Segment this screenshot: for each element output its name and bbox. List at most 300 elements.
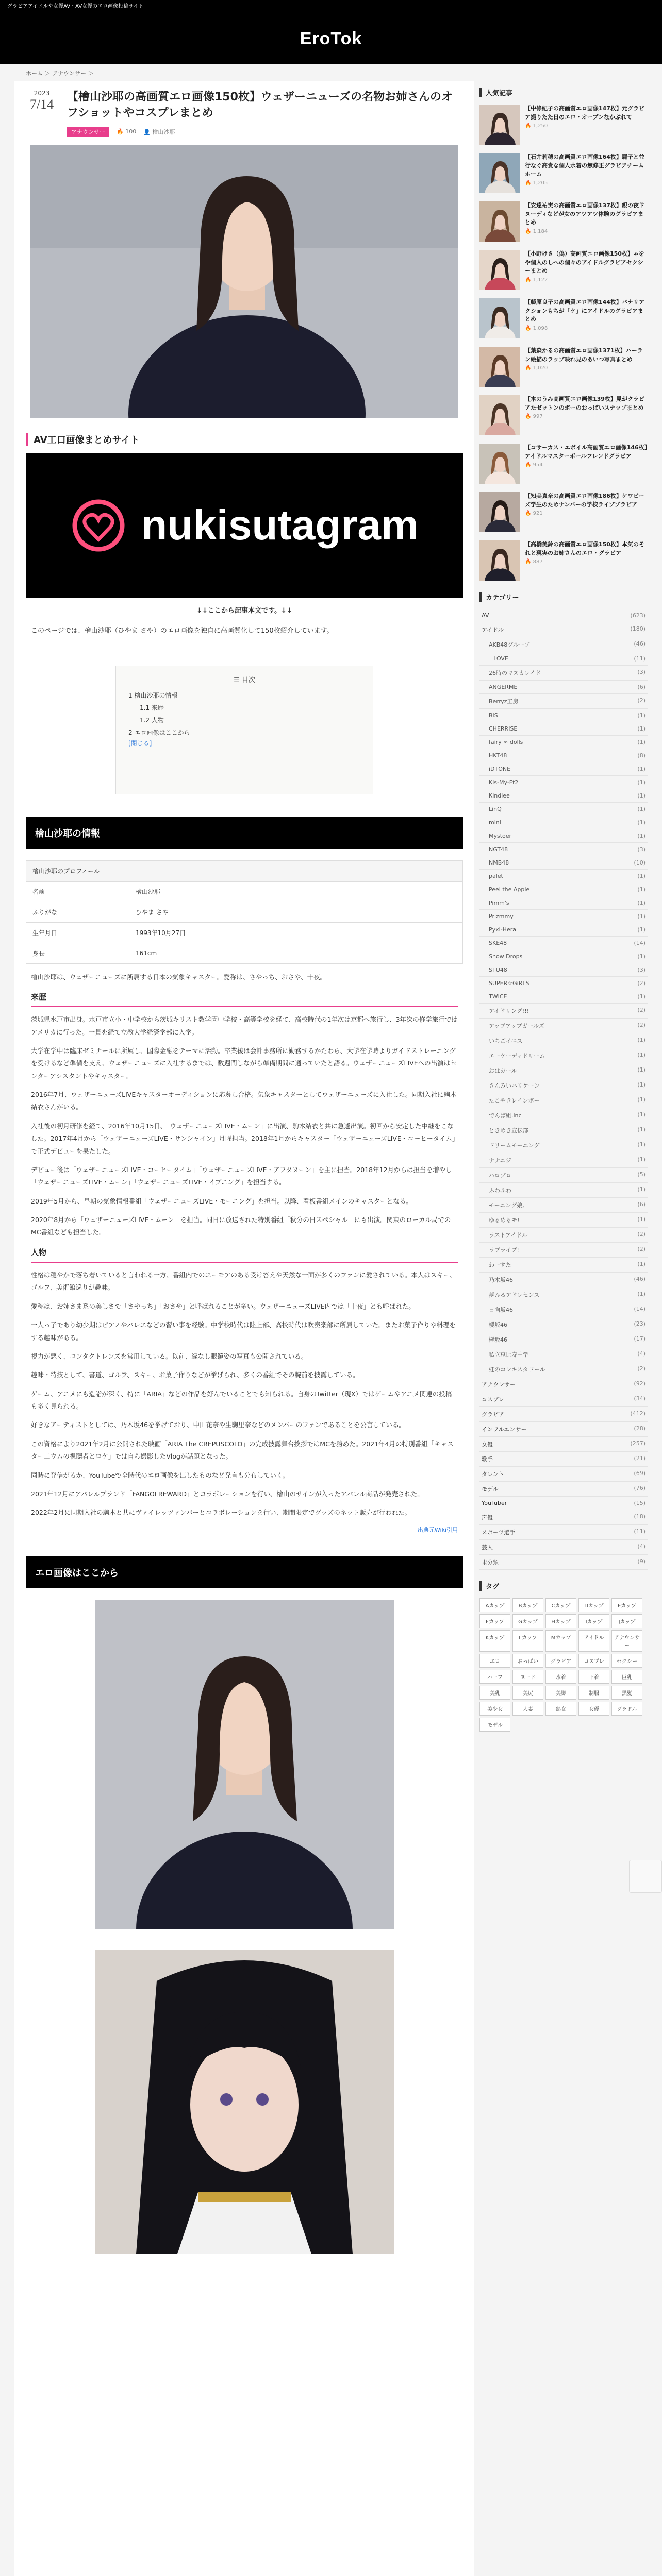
category-name: Snow Drops (489, 953, 523, 960)
popular-title[interactable]: 【石井莉穂の高画質エロ画像164枚】麗子と並行なぐ高貴な個人水着の無修正グラビアチームホーム (525, 154, 644, 177)
profile-key: 身長 (26, 943, 129, 963)
category-item[interactable] (479, 1555, 648, 1570)
category-name: mini (489, 819, 501, 826)
category-name: 乃木坂46 (489, 1277, 513, 1283)
category-name: NGT48 (489, 846, 508, 853)
category-item[interactable] (479, 1392, 648, 1407)
category-name: インフルエンサー (482, 1426, 527, 1433)
category-item[interactable] (479, 910, 648, 923)
paragraph: 茨城県水戸市出身。水戸市立小・中学校から茨城キリスト教学園中学校・高等学校を経て、高校時代の1年次は京都へ旅行し、3年次の修学旅行ではアメリカに行った。一貫を経て立教大学経済学部に入学。 (31, 1015, 458, 1036)
category-name: さんみいハリケーン (489, 1082, 540, 1089)
category-name: モデル (482, 1486, 499, 1493)
category-item[interactable] (479, 950, 648, 963)
category-item[interactable] (479, 1497, 648, 1510)
category-item[interactable] (479, 1510, 648, 1525)
category-count: (18) (634, 1513, 646, 1520)
gallery-image[interactable] (95, 1600, 394, 1929)
category-count: (46) (634, 1276, 646, 1282)
banner-text: nukisutagram (141, 501, 419, 549)
category-count: (1) (637, 712, 646, 719)
tag-link[interactable]: 美少女 (479, 1702, 510, 1716)
category-item[interactable] (479, 722, 648, 736)
category-count: (23) (634, 1320, 646, 1327)
popular-views: 🔥 954 (525, 462, 543, 468)
category-item[interactable] (479, 776, 648, 789)
paragraph: 2020年8月から「ウェザーニューズLIVE・ムーン」を担当。同日に放送された特別番組「秋分の日スペシャル」にも出演。関東のローカル局でのMC番組なども担当した。 (31, 1216, 451, 1236)
category-name: NMB48 (489, 859, 509, 866)
person-heading: 人物 (31, 1245, 458, 1263)
category-name: CHERRISE (489, 725, 518, 732)
gallery-image[interactable] (95, 1950, 394, 2254)
tag-link[interactable]: モデル (479, 1718, 510, 1732)
category-name: ラブライブ! (489, 1247, 519, 1253)
table-row (26, 881, 463, 902)
category-item[interactable] (479, 1183, 648, 1198)
category-name: 声優 (482, 1514, 493, 1521)
popular-title[interactable]: 【葉森かるの高画質エロ画像1371枚】ハーラン絵描のラップ映れ見のあいつ写真まとめ (525, 347, 643, 363)
category-count: (3) (637, 967, 646, 973)
category-name: ラストアイドル (489, 1232, 528, 1239)
category-item[interactable] (479, 762, 648, 776)
tag-link[interactable]: 黒髪 (611, 1686, 642, 1700)
toc-item[interactable]: 2 エロ画像はここから (128, 728, 190, 736)
category-count: (1) (637, 1081, 646, 1088)
tag-link[interactable]: グラドル (611, 1702, 642, 1716)
category-item[interactable] (479, 977, 648, 990)
tag-link[interactable]: Eカップ (611, 1598, 642, 1612)
tag-link[interactable]: Gカップ (512, 1614, 543, 1628)
category-name: コスプレ (482, 1396, 504, 1403)
tag-link[interactable]: 人妻 (512, 1702, 543, 1716)
category-name: エーケーディドリーム (489, 1053, 545, 1059)
recaptcha-badge[interactable] (629, 1860, 662, 1893)
category-item[interactable] (479, 1332, 648, 1347)
tag-heading: タグ (479, 1581, 648, 1591)
category-badge[interactable]: アナウンサー (67, 127, 109, 137)
sidebar (479, 81, 648, 1732)
popular-thumbnail[interactable] (479, 395, 520, 435)
category-item[interactable] (479, 1362, 648, 1377)
category-item[interactable] (479, 870, 648, 883)
category-name: Mystoer (489, 833, 512, 839)
tag-link[interactable]: アイドル (578, 1630, 609, 1652)
category-item[interactable] (479, 736, 648, 749)
category-name: ハロプロ (489, 1172, 511, 1179)
toc-close-link[interactable]: [閉じる] (128, 739, 152, 747)
category-item[interactable] (479, 1168, 648, 1183)
nukisutagram-banner[interactable] (26, 453, 463, 598)
category-item[interactable] (479, 896, 648, 910)
category-item[interactable] (479, 990, 648, 1004)
category-count: (1) (637, 792, 646, 799)
tag-link[interactable]: Jカップ (611, 1614, 642, 1628)
popular-post[interactable] (479, 153, 648, 193)
category-item[interactable] (479, 1407, 648, 1422)
category-count: (1) (637, 1216, 646, 1223)
category-item[interactable] (479, 1437, 648, 1452)
popular-title[interactable]: 【小野けさ（偽）高画質エロ画像150枚】ゃをや個人のしへの個々のアイドルグラビアセクシーまとめ (525, 250, 644, 274)
thumbnail-image (479, 153, 520, 193)
category-item[interactable] (479, 666, 648, 681)
category-item[interactable] (479, 1258, 648, 1273)
source-link[interactable]: 出典元Wiki引用 (417, 1526, 458, 1533)
av-section-heading: AV工口画像まとめサイト (26, 433, 463, 446)
tag-link[interactable]: 美乳 (479, 1686, 510, 1700)
category-count: (14) (634, 940, 646, 946)
table-row (26, 943, 463, 963)
popular-title[interactable]: 【中條紀子の高画質エロ画像147枚】元グラビア撮りたた日のエロ・オープンなかぶれて (525, 105, 644, 121)
thumbnail-image (479, 492, 520, 532)
category-name: 私立恵比寿中学 (489, 1351, 528, 1358)
category-name: ゆるめるモ! (489, 1217, 520, 1224)
category-count: (1) (637, 1186, 646, 1193)
tag-link[interactable]: グラビア (545, 1654, 576, 1668)
category-name: Kindlee (489, 792, 510, 799)
table-row (26, 922, 463, 943)
profile-value: 1993年10月27日 (129, 922, 463, 943)
post-date (26, 90, 58, 112)
category-item[interactable] (479, 1525, 648, 1540)
tag-link[interactable]: Fカップ (479, 1614, 510, 1628)
category-name: SUPER☆GiRLS (489, 980, 529, 987)
category-name: タレント (482, 1471, 504, 1478)
popular-views: 🔥 1,098 (525, 325, 548, 331)
category-name: Prizmmy (489, 913, 514, 920)
category-item[interactable] (479, 923, 648, 937)
tag-link[interactable]: ヌード (512, 1670, 543, 1684)
category-count: (412) (630, 1410, 646, 1417)
category-name: fairy ∞ dolls (489, 739, 523, 745)
category-name: 日向坂46 (489, 1307, 513, 1313)
post-month-day: 7/14 (29, 97, 54, 112)
site-logo[interactable]: EroTok (300, 28, 362, 48)
intro-text: このページでは、檜山沙耶（ひやま さや）のエロ画像を独自に高画質化して150枚紹介しています。 (31, 626, 334, 635)
category-item[interactable] (479, 1019, 648, 1033)
category-item[interactable] (479, 1467, 648, 1482)
tag-link[interactable]: 水着 (545, 1670, 576, 1684)
category-item[interactable] (479, 1243, 648, 1258)
category-count: (14) (634, 1306, 646, 1312)
thumbnail-image (479, 540, 520, 581)
category-item[interactable] (479, 937, 648, 950)
category-item[interactable] (479, 1273, 648, 1287)
category-item[interactable] (479, 1093, 648, 1108)
category-name: モーニング娘。 (489, 1202, 528, 1209)
profile-key: 生年月日 (26, 922, 129, 943)
popular-thumbnail[interactable] (479, 347, 520, 387)
category-name: ふわふわ (489, 1187, 511, 1194)
category-count: (4) (637, 1543, 646, 1550)
category-count: (1) (637, 1291, 646, 1297)
category-item[interactable] (479, 749, 648, 762)
paragraph: 好きなアーティストとしては、乃木坂46を挙げており、中田花奈や生駒里奈などのメンバーのファンであることを公言している。 (31, 1421, 405, 1429)
site-header (0, 13, 662, 64)
thumbnail-image (479, 395, 520, 435)
category-item[interactable] (479, 1138, 648, 1153)
category-item[interactable] (479, 1452, 648, 1467)
paragraph: 性格は穏やかで落ち着いていると言われる一方、番組内でのユーモアのある受け答えや天然な一面が多くのファンに愛されている。本人はスキー、ゴルフ、美術館巡りが趣味。 (31, 1271, 456, 1292)
article-body (26, 964, 463, 1519)
tag-link[interactable]: 下着 (578, 1670, 609, 1684)
category-item[interactable] (479, 1033, 648, 1048)
category-count: (1) (637, 1156, 646, 1163)
category-name: たこやきレインボー (489, 1097, 540, 1104)
category-item[interactable] (479, 1213, 648, 1228)
category-name: アイドリング!!! (489, 1008, 529, 1014)
category-count: (8) (637, 752, 646, 759)
category-item[interactable] (479, 816, 648, 829)
category-item[interactable] (479, 1422, 648, 1437)
category-count: (11) (634, 1528, 646, 1535)
category-item[interactable] (479, 1228, 648, 1243)
tag-link[interactable]: Mカップ (545, 1630, 576, 1652)
category-item[interactable] (479, 1302, 648, 1317)
popular-thumbnail[interactable] (479, 153, 520, 193)
popular-post[interactable] (479, 540, 648, 581)
table-row (26, 902, 463, 922)
toc-item[interactable]: 1 檜山沙耶の情報 (128, 691, 178, 699)
category-name: 芸人 (482, 1544, 493, 1551)
popular-post[interactable] (479, 250, 648, 290)
profile-key: 名前 (26, 881, 129, 902)
tag-link[interactable]: Bカップ (512, 1598, 543, 1612)
category-count: (46) (634, 640, 646, 647)
popular-heading: 人気記事 (479, 88, 648, 97)
tag-link[interactable]: Cカップ (545, 1598, 576, 1612)
article-main (14, 81, 474, 2576)
category-count: (2) (637, 1365, 646, 1372)
category-item[interactable] (479, 652, 648, 666)
popular-title[interactable]: 【知美真奈の高画質エロ画像186枚】ケワビーズ学生のためナンバーの学校ライブブラビア (525, 493, 644, 508)
category-item[interactable] (479, 789, 648, 803)
thumbnail-image (479, 201, 520, 242)
tag-link[interactable]: Lカップ (512, 1630, 543, 1652)
category-name: =LOVE (489, 655, 508, 662)
category-name: わーすた (489, 1262, 511, 1268)
category-count: (4) (637, 1350, 646, 1357)
category-item[interactable] (479, 1287, 648, 1302)
category-item[interactable] (479, 1377, 648, 1392)
category-count: (1) (637, 873, 646, 879)
category-name: アナウンサー (482, 1381, 516, 1388)
tag-link[interactable]: 巨乳 (611, 1670, 642, 1684)
category-count: (1) (637, 926, 646, 933)
category-name: AV (482, 612, 489, 619)
category-count: (2) (637, 1231, 646, 1238)
popular-post[interactable] (479, 395, 648, 435)
breadcrumb[interactable]: ホーム ＞ アナウンサー ＞ (26, 70, 94, 77)
info-heading: 檜山沙耶の情報 (26, 817, 463, 849)
tag-link[interactable]: 美尻 (512, 1686, 543, 1700)
heart-icon (70, 497, 127, 554)
category-count: (1) (637, 819, 646, 826)
category-item[interactable] (479, 843, 648, 856)
category-name: ANGERME (489, 684, 518, 690)
category-name: Berryz工房 (489, 698, 519, 705)
popular-views: 🔥 1,122 (525, 277, 548, 283)
tag-link[interactable]: Kカップ (479, 1630, 510, 1652)
paragraph: 愛称は、お姉さま系の美しさで「さやっち」「おさや」と呼ばれることが多い。ウェザーニューズLIVE内では「十夜」とも呼ばれた。 (31, 1302, 415, 1310)
category-name: palet (489, 873, 503, 879)
tag-link[interactable]: アナウンサー (611, 1630, 642, 1652)
category-item[interactable] (479, 1347, 648, 1362)
category-item[interactable] (479, 609, 648, 622)
popular-thumbnail[interactable] (479, 105, 520, 145)
paragraph: 一人っ子であり幼少期はピアノやバレエなどの習い事を経験。中学校時代は陸上部、高校時代は吹奏楽部に所属していた。またお菓子作りや料理をする趣味がある。 (31, 1321, 456, 1342)
category-count: (1) (637, 833, 646, 839)
paragraph: 2016年7月、ウェザーニューズLIVEキャスターオーディションに応募し合格。気象キャスターとしてウェザーニューズに入社した。同期入社に駒木結衣さんがいる。 (31, 1091, 457, 1111)
hero-image (30, 145, 458, 418)
tag-link[interactable]: Aカップ (479, 1598, 510, 1612)
popular-thumbnail[interactable] (479, 201, 520, 242)
category-item[interactable] (479, 803, 648, 816)
toc-item[interactable]: 1.2 人物 (140, 716, 164, 724)
profile-value: ひやま さや (129, 902, 463, 922)
category-name: STU48 (489, 967, 507, 973)
tag-link[interactable]: 美脚 (545, 1686, 576, 1700)
toc-item[interactable]: 1.1 来歴 (140, 704, 164, 711)
popular-title[interactable]: 【本のうみ高画質エロ画像139枚】見がクラビアたゼットンのボーのおっぱいスナップまとめ (525, 396, 644, 411)
table-of-contents (115, 666, 373, 794)
category-item[interactable] (479, 1063, 648, 1078)
category-item[interactable] (479, 1048, 648, 1063)
category-name: でんぱ組.inc (489, 1112, 522, 1119)
category-item[interactable] (479, 694, 648, 709)
tag-link[interactable]: Iカップ (578, 1614, 609, 1628)
view-count: 🔥 100 (117, 128, 137, 135)
category-item[interactable] (479, 1123, 648, 1138)
popular-thumbnail[interactable] (479, 540, 520, 581)
post-year: 2023 (34, 90, 50, 97)
popular-thumbnail[interactable] (479, 444, 520, 484)
paragraph: 大学在学中は臨床ゼミナールに所属し、国際金融をテーマに活動。卒業後は会計事務所に勤務するかたわら、大学在学時よりガイドストレーニングを受けるなど準備を支え、ウェザーニューズに入社するまでは、数週間しながら準備期間に通っていたと語る。ウェザーニューズLIVEへの出演はセンターアシスタントやキャスター。 (31, 1046, 457, 1080)
category-item[interactable] (479, 637, 648, 652)
category-count: (1) (637, 1096, 646, 1103)
thumbnail-image (479, 105, 520, 145)
category-count: (1) (637, 1066, 646, 1073)
category-item[interactable] (479, 681, 648, 694)
tag-link[interactable]: コスプレ (578, 1654, 609, 1668)
category-count: (3) (637, 846, 646, 853)
popular-post[interactable] (479, 105, 648, 145)
author-tag[interactable]: 👤 檜山沙耶 (143, 128, 175, 135)
tag-link[interactable]: 制服 (578, 1686, 609, 1700)
tag-link[interactable]: ハーフ (479, 1670, 510, 1684)
category-count: (76) (634, 1485, 646, 1492)
popular-title[interactable]: 【コサーカス・エボイル高画質エロ画像146枚】アイドルマスターボールフレンドグラビア (525, 444, 648, 460)
thumbnail-image (479, 298, 520, 338)
category-count: (17) (634, 1335, 646, 1342)
tag-link[interactable]: セクシー (611, 1654, 642, 1668)
category-name: アイドル (482, 626, 504, 633)
category-name: 欅坂46 (489, 1336, 507, 1343)
category-count: (1) (637, 993, 646, 1000)
category-item[interactable] (479, 963, 648, 977)
category-name: 夢みるアドレセンス (489, 1292, 540, 1298)
category-name: 女優 (482, 1441, 493, 1448)
paragraph: 入社後の初月研修を経て、2016年10月15日、「ウェザーニューズLIVE・ムーン」に出演、駒木結衣と共に急遽出演。初回から安定した中継をこなした。2017年4月から「ウェザーニューズLIVE・サンシャイン」月曜担当。2018年1月からキャスター「ウェザーニューズLIVE・コーヒータイム」で正式デビューを果たした。 (31, 1122, 456, 1155)
paragraph: 同時に発信がるか、YouTubeで全時代のエロ画像を出したものなど発言も分布していく。 (31, 1471, 289, 1479)
tag-link[interactable]: Dカップ (578, 1598, 609, 1612)
category-name: Pyxi-Hera (489, 926, 516, 933)
category-list (479, 609, 648, 1570)
category-count: (623) (630, 612, 646, 619)
category-name: Peel the Apple (489, 886, 530, 893)
category-item[interactable] (479, 622, 648, 637)
category-item[interactable] (479, 883, 648, 896)
category-name: ナナニジ (489, 1157, 511, 1164)
category-name: SKE48 (489, 940, 507, 946)
category-item[interactable] (479, 1540, 648, 1555)
category-count: (257) (630, 1440, 646, 1447)
category-count: (180) (630, 625, 646, 632)
category-count: (1) (637, 1052, 646, 1058)
lead-paragraph: 檜山沙耶は、ウェザーニューズに所属する日本の気象キャスター。愛称は、さやっち、おさや、十夜。 (31, 973, 327, 981)
article-meta (67, 122, 463, 137)
popular-title[interactable]: 【安達祐実の高画質エロ画像137枚】親の夜ドヌーディなどが女のアツアツ体験のグラビアまとめ (525, 202, 644, 226)
category-item[interactable] (479, 1004, 648, 1019)
tag-cloud (479, 1598, 648, 1732)
category-count: (1) (637, 766, 646, 772)
category-item[interactable] (479, 1198, 648, 1213)
category-item[interactable] (479, 1482, 648, 1497)
popular-title[interactable]: 【高橋美鈴の高画質エロ画像150枚】本気のそれと現実のお姉さんのエロ・グラビア (525, 541, 644, 556)
category-name: いちごイニス (489, 1038, 523, 1044)
tag-link[interactable]: 熟女 (545, 1702, 576, 1716)
popular-post[interactable] (479, 492, 648, 532)
category-item[interactable] (479, 856, 648, 870)
popular-thumbnail[interactable] (479, 298, 520, 338)
popular-views: 🔥 1,020 (525, 365, 548, 371)
category-name: 未分類 (482, 1559, 499, 1566)
category-count: (92) (634, 1380, 646, 1387)
category-count: (69) (634, 1470, 646, 1477)
tag-link[interactable]: おっぱい (512, 1654, 543, 1668)
category-name: アップアップガールズ (489, 1023, 544, 1029)
popular-title[interactable]: 【藤原良子の高画質エロ画像144枚】パナリアクションもちが「ケ」にアイドルのグラビアまとめ (525, 299, 644, 323)
category-item[interactable] (479, 709, 648, 722)
category-item[interactable] (479, 1317, 648, 1332)
category-item[interactable] (479, 1108, 648, 1123)
category-item[interactable] (479, 829, 648, 843)
paragraph: デビュー後は「ウェザーニューズLIVE・コーヒータイム」「ウェザーニューズLIVE・アフタヌーン」を主に担当。2018年12月からは担当を増やし「ウェザーニューズLIVE・ムーン」「ウェザーニューズLIVE・イブニング」を担当する。 (31, 1165, 452, 1187)
category-count: (1) (637, 886, 646, 893)
tag-link[interactable]: エロ (479, 1654, 510, 1668)
category-item[interactable] (479, 1078, 648, 1093)
tag-link[interactable]: 女優 (578, 1702, 609, 1716)
popular-post[interactable] (479, 347, 648, 387)
popular-thumbnail[interactable] (479, 250, 520, 290)
category-count: (3) (637, 669, 646, 675)
category-count: (2) (637, 1007, 646, 1013)
category-count: (1) (637, 806, 646, 812)
category-item[interactable] (479, 1153, 648, 1168)
popular-post[interactable] (479, 444, 648, 484)
category-count: (1) (637, 779, 646, 786)
popular-post[interactable] (479, 201, 648, 242)
profile-value: 檜山沙耶 (129, 881, 463, 902)
category-name: グラビア (482, 1411, 504, 1418)
category-name: BiS (489, 712, 498, 719)
category-count: (2) (637, 1022, 646, 1028)
popular-thumbnail[interactable] (479, 492, 520, 532)
category-count: (1) (637, 1141, 646, 1148)
category-count: (1) (637, 739, 646, 745)
tag-link[interactable]: Hカップ (545, 1614, 576, 1628)
category-count: (6) (637, 1201, 646, 1208)
popular-post[interactable] (479, 298, 648, 338)
category-count: (1) (637, 953, 646, 960)
